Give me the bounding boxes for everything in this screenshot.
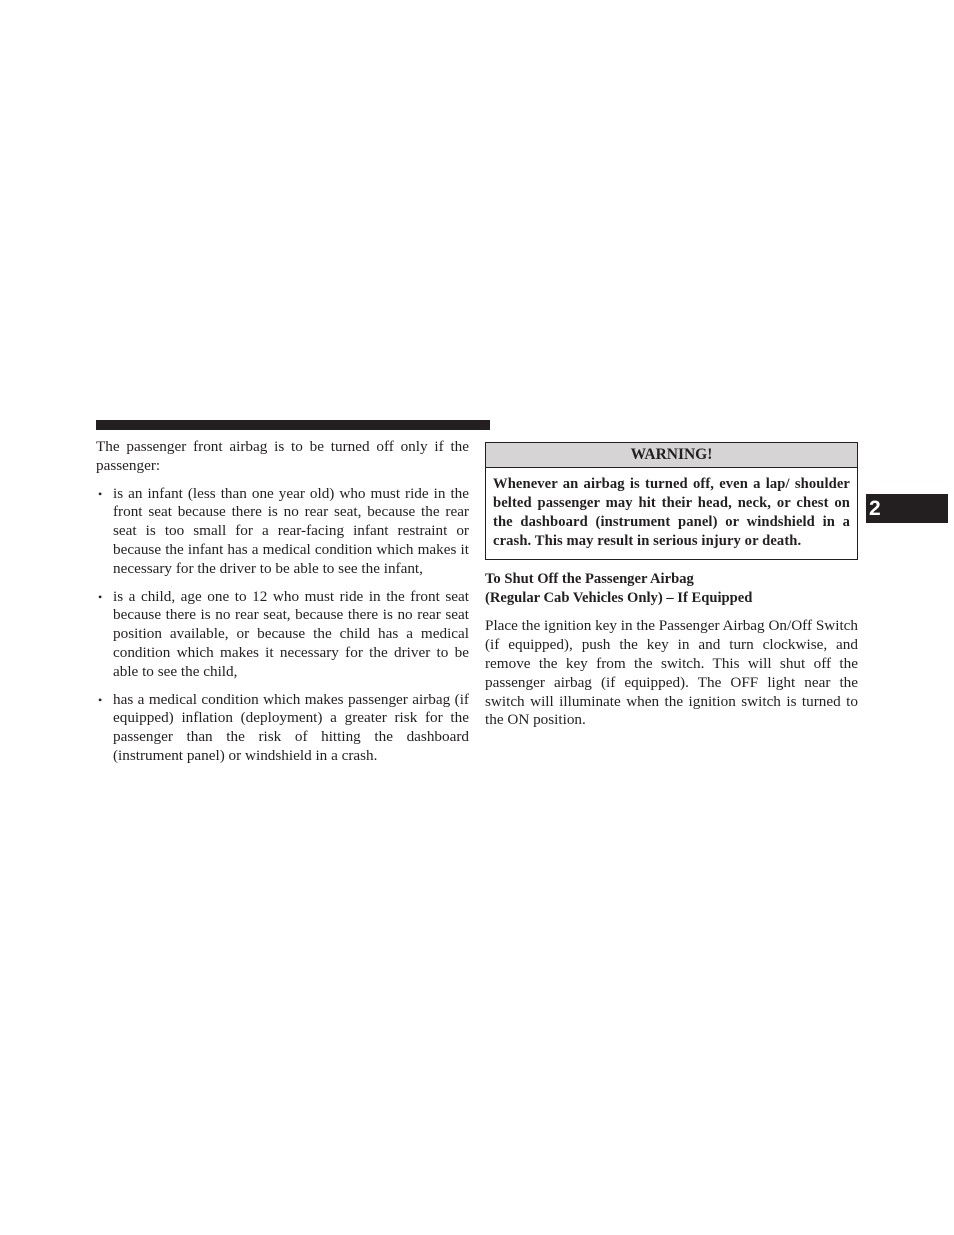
bullet-icon: • [98, 692, 103, 707]
warning-text: Whenever an airbag is turned off, even a lap/ shoulder belted passenger may hit their head, neck, or chest on the dashboard (instrument panel) or windshield in a crash. This may result in serious injury or death. [493, 476, 850, 549]
list-item-text: is an infant (less than one year old) who must ride in the front seat because there is no rear seat, because the rear seat is too small for a rear-facing infant restraint or because the infant has a medical condition which makes it necessary for the driver to be able to see the infant, [113, 484, 469, 577]
top-rule [96, 420, 490, 430]
section-body: Place the ignition key in the Passenger Airbag On/Off Switch (if equipped), push the key in and turn clockwise, and remove the key from the switch. This will shut off the passenger airbag (if equipped). The OFF light near the switch will illuminate when the ignition switch is turned to the ON position. [485, 617, 859, 729]
bullet-icon: • [98, 486, 103, 501]
list-item-text: has a medical condition which makes passenger airbag (if equipped) inflation (deployment) a greater risk for the passenger than the risk of hitting the dashboard (instrument panel) or windshield in a crash. [113, 690, 469, 764]
bullet-icon: • [98, 589, 103, 604]
left-column [96, 438, 469, 775]
chapter-tab: 2 [866, 494, 948, 523]
section-heading-line-1: To Shut Off the Passenger Airbag [485, 570, 694, 587]
warning-title: WARNING! [486, 443, 857, 468]
section-heading-line-2: (Regular Cab Vehicles Only) – If Equipped [485, 589, 753, 606]
list-item [96, 691, 469, 766]
list-item [96, 588, 469, 682]
intro-paragraph: The passenger front airbag is to be turned off only if the passenger: [96, 438, 469, 474]
section-heading [485, 570, 858, 608]
list-item [96, 485, 469, 579]
warning-box [485, 442, 858, 560]
bullet-list [96, 485, 469, 766]
right-column [485, 442, 858, 730]
list-item-text: is a child, age one to 12 who must ride in the front seat because there is no rear seat, because there is no rear seat position available, or because the child has a medical condition which makes it necessary for the driver to be able to see the child, [113, 587, 469, 680]
